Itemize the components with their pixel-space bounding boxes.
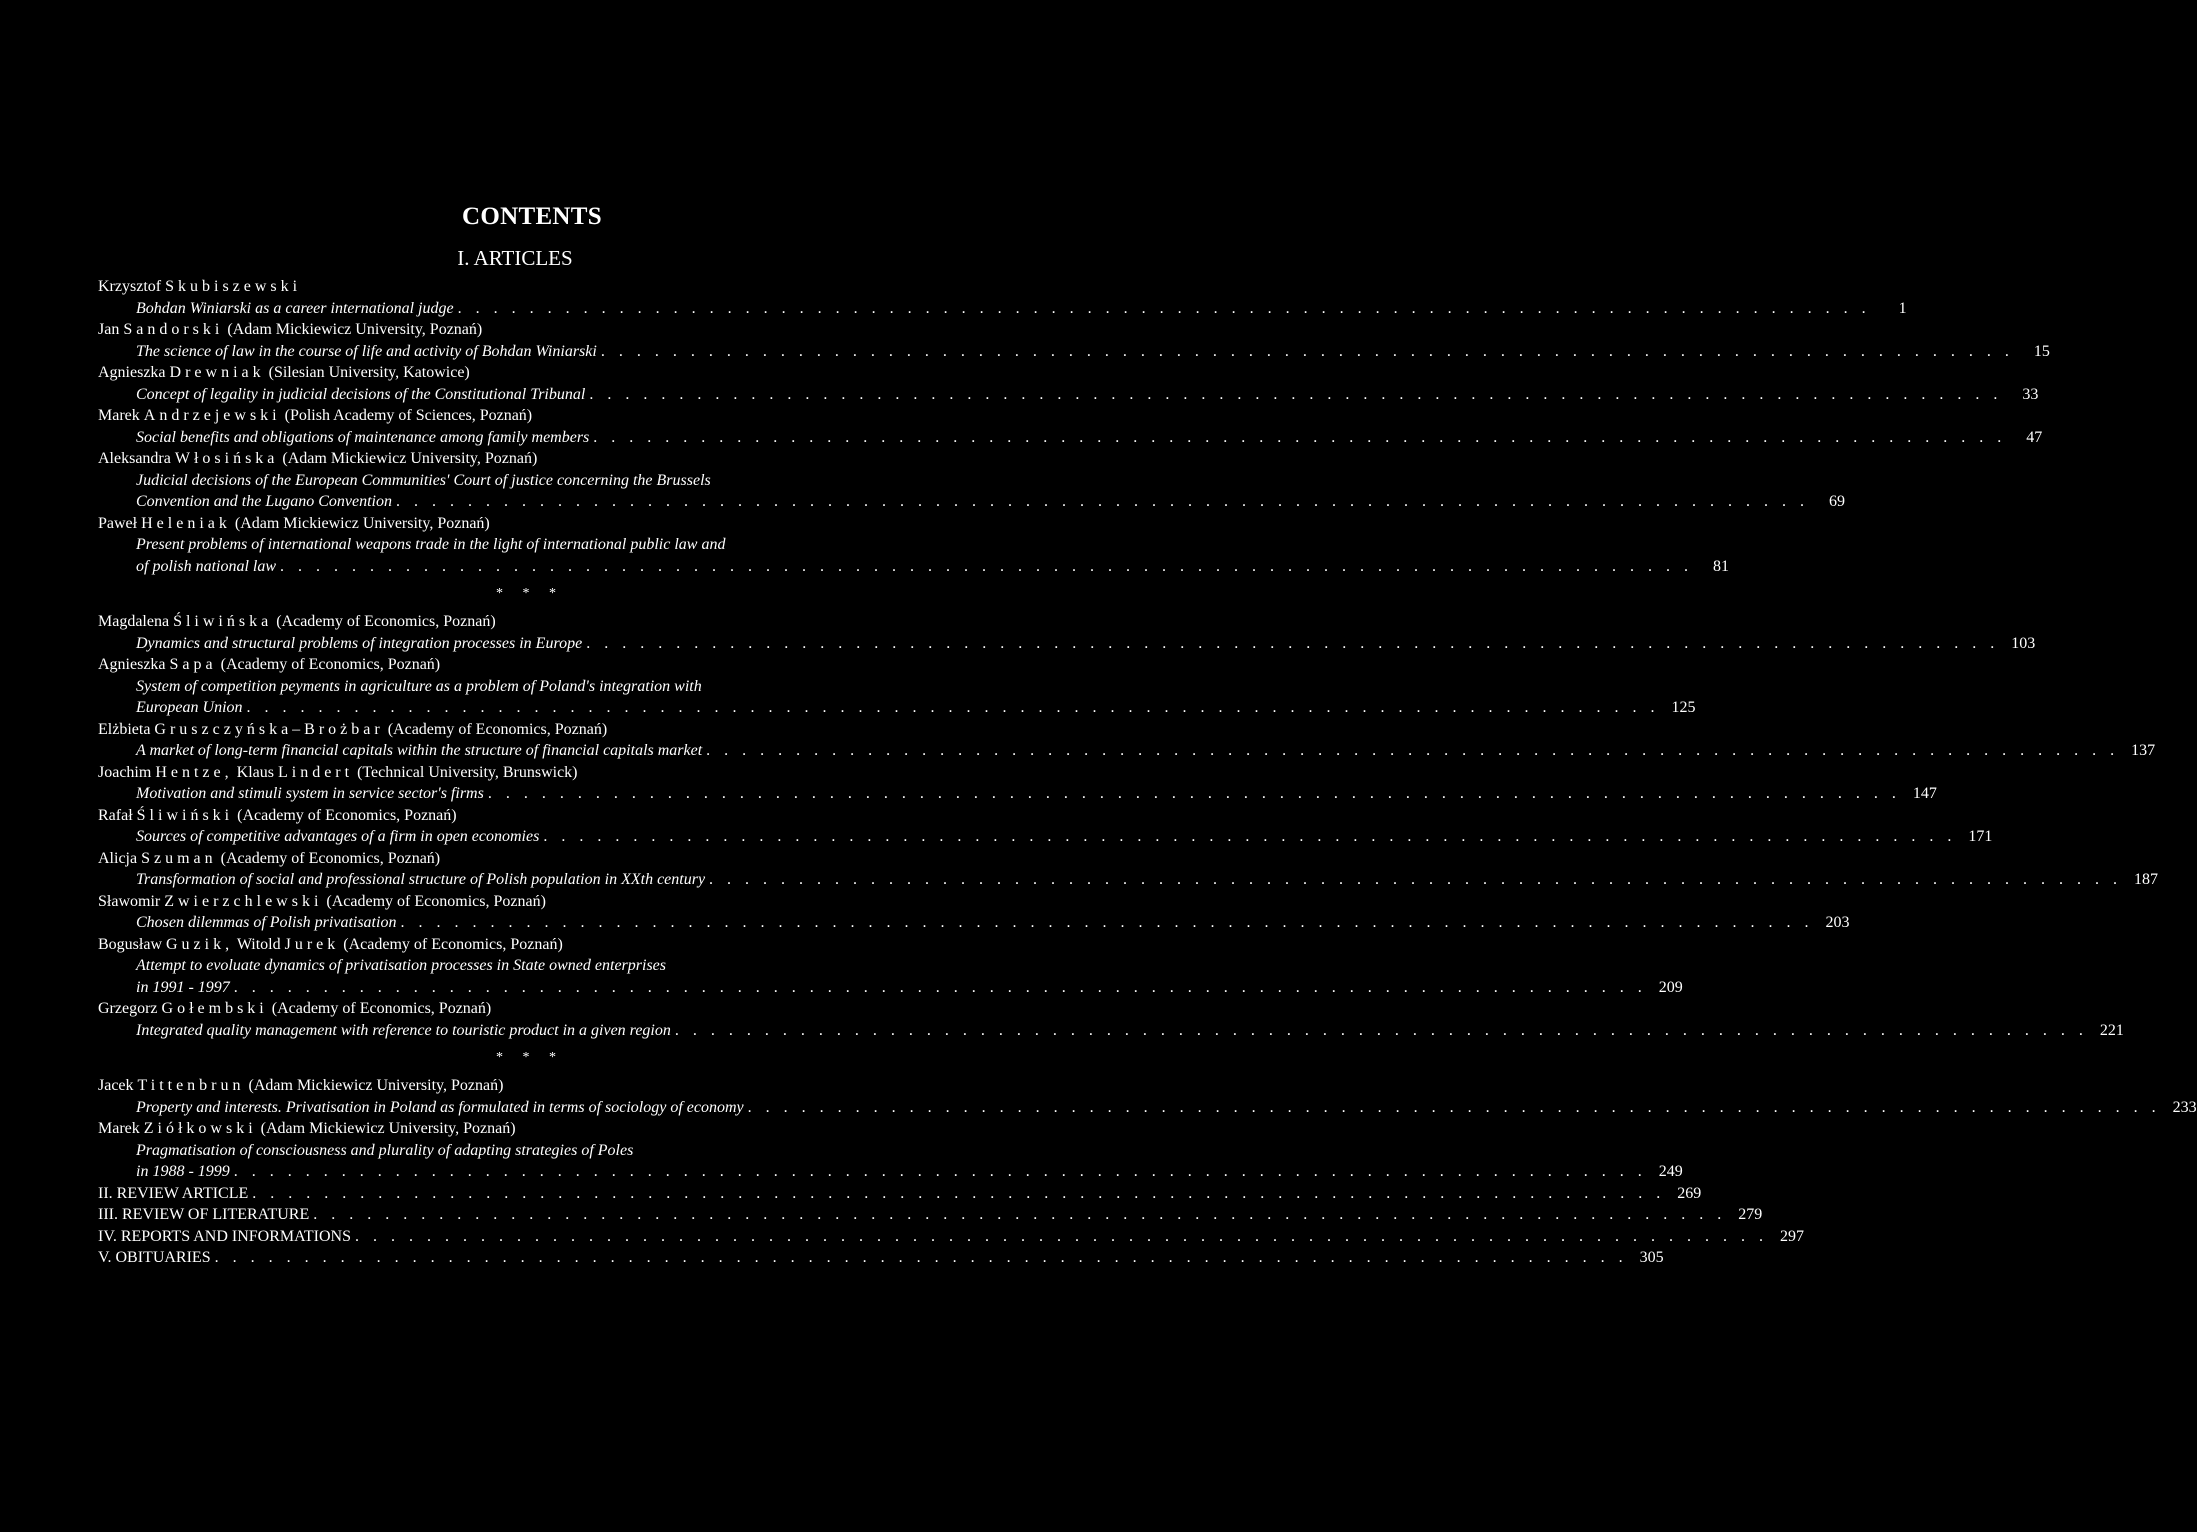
article-title: Integrated quality management with reference to touristic product in a given region <box>136 1021 671 1039</box>
article-title: of polish national law <box>136 557 277 575</box>
author-first-name: Joachim <box>98 763 156 781</box>
article-title-line <box>98 1020 2124 1042</box>
author-first-name: Agnieszka <box>98 656 170 673</box>
author-line <box>98 805 932 827</box>
dot-leader: . . . . . . . . . . . . . . . . . . . . . . . . . . . . . . . . . . . . . . . . . . . . . . . . . . . . . . . . . . . . . . . . . . . . . . . . . . . . . . . <box>747 1098 2161 1116</box>
author-line <box>98 998 932 1020</box>
dot-leader: . . . . . . . . . . . . . . . . . . . . . . . . . . . . . . . . . . . . . . . . . . . . . . . . . . . . . . . . . . . . . . . . . . . . . . . . . . . . . . . <box>457 299 1871 317</box>
page-number: 33 <box>2022 385 2039 403</box>
article-title-line <box>98 1097 2197 1119</box>
article-title-line <box>98 783 1937 805</box>
author-surname: Szuman <box>141 849 217 867</box>
dot-leader: . . . . . . . . . . . . . . . . . . . . . . . . . . . . . . . . . . . . . . . . . . . . . . . . . . . . . . . . . . . . . . . . . . . . . . . . . . . . . . . <box>543 828 1957 845</box>
article-title: Property and interests. Privatisation in Poland as formulated in terms of sociology of economy <box>136 1098 744 1116</box>
author-line <box>98 513 932 535</box>
section-label: IV. REPORTS AND INFORMATIONS <box>98 1227 352 1245</box>
dot-leader: . . . . . . . . . . . . . . . . . . . . . . . . . . . . . . . . . . . . . . . . . . . . . . . . . . . . . . . . . . . . . . . . . . . . . . . . . . . . . . . <box>586 634 2000 652</box>
article-title: Dynamics and structural problems of integration processes in Europe <box>136 634 583 652</box>
author-first-name: Bogusław <box>98 935 166 953</box>
toc-entry[interactable] <box>98 934 1683 999</box>
article-title: A market of long-term financial capitals within the structure of financial capitals market <box>136 742 703 759</box>
author-surname: Guzik, <box>166 935 234 953</box>
dot-leader: . . . . . . . . . . . . . . . . . . . . . . . . . . . . . . . . . . . . . . . . . . . . . . . . . . . . . . . . . . . . . . . . . . . . . . . . . . . . . . . <box>233 1163 1647 1180</box>
page-number: 305 <box>1639 1249 1664 1266</box>
page-number: 269 <box>1677 1184 1702 1202</box>
author-surname: Śliwińska <box>173 613 273 630</box>
article-title-line <box>98 1140 932 1162</box>
section-entry[interactable] <box>98 1226 1805 1248</box>
author-first-name: Grzegorz <box>98 1000 162 1017</box>
author-affiliation: (Academy of Economics, Poznań) <box>343 935 563 953</box>
author-line <box>98 611 932 633</box>
author-surname: Hentze, <box>155 763 233 781</box>
toc-entry[interactable] <box>98 319 2050 362</box>
coauthor-first-name: Klaus <box>236 763 274 781</box>
dot-leader: . . . . . . . . . . . . . . . . . . . . . . . . . . . . . . . . . . . . . . . . . . . . . . . . . . . . . . . . . . . . . . . . . . . . . . . . . . . . . . . <box>395 493 1809 510</box>
author-line <box>98 1075 932 1097</box>
author-affiliation: (Silesian University, Katowice) <box>268 364 470 381</box>
page-number: 125 <box>1671 699 1696 716</box>
page-number: 233 <box>2172 1098 2197 1116</box>
article-title-line <box>98 427 2043 449</box>
author-line <box>98 654 932 676</box>
author-line <box>98 934 932 956</box>
author-line <box>98 319 932 341</box>
author-first-name: Paweł <box>98 514 142 532</box>
article-title-line <box>98 298 1907 320</box>
article-title-line <box>98 955 932 977</box>
author-affiliation: (Adam Mickiewicz University, Poznań) <box>260 1120 516 1137</box>
author-surname: Andrzejewski <box>143 407 281 424</box>
article-title-line <box>98 740 2156 762</box>
author-line <box>98 719 932 741</box>
section-entry[interactable] <box>98 1247 1664 1269</box>
coauthor-surname: Jurek <box>284 935 340 953</box>
section-separator: * * * <box>496 586 564 601</box>
toc-entry[interactable] <box>98 805 1993 848</box>
page-number: 103 <box>2011 634 2036 652</box>
author-line <box>98 405 932 427</box>
author-affiliation: (Polish Academy of Sciences, Poznań) <box>284 407 533 424</box>
author-surname: Gołembski <box>161 1000 268 1017</box>
author-line <box>98 1118 932 1140</box>
author-first-name: Marek <box>98 407 144 424</box>
author-line <box>98 891 932 913</box>
author-surname: Sandorski <box>123 321 224 338</box>
article-title-line <box>98 470 932 492</box>
section-entry[interactable] <box>98 1204 1763 1226</box>
page-number: 171 <box>1968 828 1993 845</box>
dot-leader: . . . . . . . . . . . . . . . . . . . . . . . . . . . . . . . . . . . . . . . . . . . . . . . . . . . . . . . . . . . . . . . . . . . . . . . . . . . . . . . <box>233 978 1647 996</box>
author-first-name: Rafał <box>98 806 137 824</box>
section-label: V. OBITUARIES <box>98 1249 211 1266</box>
author-affiliation: (Academy of Economics, Poznań) <box>276 613 496 630</box>
author-surname: Śliwiński <box>136 806 234 824</box>
page-number: 221 <box>2099 1021 2124 1039</box>
author-line <box>98 448 932 470</box>
toc-entry[interactable] <box>98 719 2156 762</box>
author-line <box>98 848 932 870</box>
author-line <box>98 762 932 784</box>
author-surname: Sapa <box>169 656 217 673</box>
author-first-name: Magdalena <box>98 613 174 630</box>
author-affiliation: (Academy of Economics, Poznań) <box>387 720 608 738</box>
author-affiliation: (Academy of Economics, Poznań) <box>220 656 441 673</box>
toc-entry[interactable] <box>98 762 1937 805</box>
author-first-name: Krzysztof <box>98 278 166 295</box>
article-title: European Union <box>136 699 243 716</box>
article-title-line <box>98 633 2036 655</box>
article-title-line <box>98 977 1683 999</box>
article-title-line <box>98 1161 1683 1183</box>
page-title: CONTENTS <box>462 203 602 230</box>
page-number: 279 <box>1738 1206 1763 1223</box>
dot-leader: . . . . . . . . . . . . . . . . . . . . . . . . . . . . . . . . . . . . . . . . . . . . . . . . . . . . . . . . . . . . . . . . . . . . . . . . . . . . . . . <box>593 428 2007 446</box>
dot-leader: . . . . . . . . . . . . . . . . . . . . . . . . . . . . . . . . . . . . . . . . . . . . . . . . . . . . . . . . . . . . . . . . . . . . . . . . . . . . . . . <box>313 1206 1727 1223</box>
author-affiliation: (Academy of Economics, Poznań) <box>326 892 546 910</box>
article-title: Pragmatisation of consciousness and plurality of adapting strategies of Poles <box>136 1141 634 1159</box>
article-title: Bohdan Winiarski as a career international judge <box>136 299 454 317</box>
article-title-line <box>98 826 1993 848</box>
article-title: Concept of legality in judicial decisions of the Constitutional Tribunal <box>136 385 586 403</box>
author-first-name: Alicja <box>98 849 142 867</box>
author-surname: Ziółkowski <box>143 1120 257 1137</box>
author-affiliation: (Academy of Economics, Poznań) <box>237 806 457 824</box>
author-first-name: Jan <box>98 321 124 338</box>
author-first-name: Sławomir <box>98 892 165 910</box>
toc-entry[interactable] <box>98 998 2124 1041</box>
author-first-name: Jacek <box>98 1077 138 1094</box>
article-title: Convention and the Lugano Convention <box>136 493 392 510</box>
page-number: 15 <box>2033 342 2050 360</box>
dot-leader: . . . . . . . . . . . . . . . . . . . . . . . . . . . . . . . . . . . . . . . . . . . . . . . . . . . . . . . . . . . . . . . . . . . . . . . . . . . . . . . <box>674 1021 2088 1039</box>
toc-entry[interactable] <box>98 848 2159 891</box>
author-first-name: Marek <box>98 1120 144 1137</box>
toc-entry[interactable] <box>98 654 1696 719</box>
author-first-name: Elżbieta <box>98 720 155 738</box>
article-title: Motivation and stimuli system in service sector's firms <box>136 785 484 802</box>
article-title: Chosen dilemmas of Polish privatisation <box>136 914 397 931</box>
page-number: 297 <box>1780 1227 1805 1245</box>
author-affiliation: (Academy of Economics, Poznań) <box>220 849 441 867</box>
page-number: 81 <box>1713 557 1730 575</box>
toc-entry[interactable] <box>98 1075 2197 1118</box>
author-surname: Zwierzchlewski <box>164 892 323 910</box>
article-title: Present problems of international weapons trade in the light of international public law and <box>136 536 726 553</box>
dot-leader: . . . . . . . . . . . . . . . . . . . . . . . . . . . . . . . . . . . . . . . . . . . . . . . . . . . . . . . . . . . . . . . . . . . . . . . . . . . . . . . <box>246 699 1660 716</box>
dot-leader: . . . . . . . . . . . . . . . . . . . . . . . . . . . . . . . . . . . . . . . . . . . . . . . . . . . . . . . . . . . . . . . . . . . . . . . . . . . . . . . <box>600 342 2014 360</box>
toc-entry[interactable] <box>98 891 1850 934</box>
article-title: The science of law in the course of life and activity of Bohdan Winiarski <box>136 342 597 360</box>
article-title-line <box>98 912 1850 934</box>
page-number: 187 <box>2134 871 2159 888</box>
page-number: 69 <box>1828 493 1845 510</box>
article-title-line <box>98 384 2039 406</box>
dot-leader: . . . . . . . . . . . . . . . . . . . . . . . . . . . . . . . . . . . . . . . . . . . . . . . . . . . . . . . . . . . . . . . . . . . . . . . . . . . . . . . <box>252 1184 1666 1202</box>
table-of-contents <box>98 276 2197 1269</box>
dot-leader: . . . . . . . . . . . . . . . . . . . . . . . . . . . . . . . . . . . . . . . . . . . . . . . . . . . . . . . . . . . . . . . . . . . . . . . . . . . . . . . <box>355 1227 1769 1245</box>
article-title-line <box>98 341 2050 363</box>
dot-leader: . . . . . . . . . . . . . . . . . . . . . . . . . . . . . . . . . . . . . . . . . . . . . . . . . . . . . . . . . . . . . . . . . . . . . . . . . . . . . . . <box>589 385 2003 403</box>
toc-entry[interactable] <box>98 611 2036 654</box>
author-affiliation: (Adam Mickiewicz University, Poznań) <box>248 1077 504 1094</box>
article-title: Transformation of social and professional structure of Polish population in XXth century <box>136 871 706 888</box>
author-affiliation: (Adam Mickiewicz University, Poznań) <box>234 514 490 532</box>
article-title-line <box>98 556 1730 578</box>
dot-leader: . . . . . . . . . . . . . . . . . . . . . . . . . . . . . . . . . . . . . . . . . . . . . . . . . . . . . . . . . . . . . . . . . . . . . . . . . . . . . . . <box>709 871 2123 888</box>
page-number: 137 <box>2131 742 2156 759</box>
article-title-line <box>98 491 1845 513</box>
author-surname: Włosińska <box>174 450 279 467</box>
page-number: 249 <box>1658 1163 1683 1180</box>
author-surname: Drewniak <box>169 364 265 381</box>
article-title: in 1991 - 1997 <box>136 978 230 996</box>
author-line <box>98 276 932 298</box>
section-label: II. REVIEW ARTICLE <box>98 1184 249 1202</box>
article-title: Sources of competitive advantages of a firm in open economies <box>136 828 540 845</box>
author-surname: Skubiszewski <box>165 278 302 295</box>
dot-leader: . . . . . . . . . . . . . . . . . . . . . . . . . . . . . . . . . . . . . . . . . . . . . . . . . . . . . . . . . . . . . . . . . . . . . . . . . . . . . . . <box>280 557 1694 575</box>
author-surname: Tittenbrun <box>137 1077 245 1094</box>
article-title-line <box>98 534 932 556</box>
section-label: III. REVIEW OF LITERATURE <box>98 1206 310 1223</box>
toc-entry[interactable] <box>98 448 1845 513</box>
author-affiliation: (Academy of Economics, Poznań) <box>271 1000 492 1017</box>
author-first-name: Agnieszka <box>98 364 170 381</box>
article-title-line <box>98 697 1696 719</box>
dot-leader: . . . . . . . . . . . . . . . . . . . . . . . . . . . . . . . . . . . . . . . . . . . . . . . . . . . . . . . . . . . . . . . . . . . . . . . . . . . . . . . <box>400 914 1814 931</box>
page-number: 47 <box>2026 428 2043 446</box>
author-affiliation: (Adam Mickiewicz University, Poznań) <box>282 450 538 467</box>
article-title-line <box>98 869 2159 891</box>
article-title: in 1988 - 1999 <box>136 1163 230 1180</box>
author-line <box>98 362 932 384</box>
article-title: Attempt to evoluate dynamics of privatisation processes in State owned enterprises <box>136 957 666 974</box>
article-title: System of competition peyments in agriculture as a problem of Poland's integration with <box>136 677 702 695</box>
article-title-line <box>98 676 932 698</box>
section-entry[interactable] <box>98 1183 1702 1205</box>
toc-entry[interactable] <box>98 276 1907 319</box>
coauthor-surname: Lindert <box>277 763 354 781</box>
author-surname: Heleniak <box>141 514 231 532</box>
dot-leader: . . . . . . . . . . . . . . . . . . . . . . . . . . . . . . . . . . . . . . . . . . . . . . . . . . . . . . . . . . . . . . . . . . . . . . . . . . . . . . . <box>487 785 1901 802</box>
section-heading-articles: I. ARTICLES <box>457 246 573 270</box>
toc-entry[interactable] <box>98 513 1730 578</box>
toc-entry[interactable] <box>98 362 2039 405</box>
page-number: 203 <box>1825 914 1850 931</box>
toc-entry[interactable] <box>98 405 2043 448</box>
page-number: 1 <box>1898 299 1907 317</box>
dot-leader: . . . . . . . . . . . . . . . . . . . . . . . . . . . . . . . . . . . . . . . . . . . . . . . . . . . . . . . . . . . . . . . . . . . . . . . . . . . . . . . <box>214 1249 1628 1266</box>
author-first-name: Aleksandra <box>98 450 175 467</box>
dot-leader: . . . . . . . . . . . . . . . . . . . . . . . . . . . . . . . . . . . . . . . . . . . . . . . . . . . . . . . . . . . . . . . . . . . . . . . . . . . . . . . <box>706 742 2120 759</box>
coauthor-first-name: Witold <box>236 935 281 953</box>
author-affiliation: (Technical University, Brunswick) <box>357 763 578 781</box>
article-title: Judicial decisions of the European Communities' Court of justice concerning the Brussels <box>136 471 711 489</box>
page-number: 209 <box>1658 978 1683 996</box>
section-separator: * * * <box>496 1050 564 1065</box>
author-surname: Gruszczyńska–Brożbar <box>154 720 384 738</box>
toc-entry[interactable] <box>98 1118 1683 1183</box>
article-title: Social benefits and obligations of maintenance among family members <box>136 428 590 446</box>
page-number: 147 <box>1912 785 1937 802</box>
author-affiliation: (Adam Mickiewicz University, Poznań) <box>227 321 483 338</box>
